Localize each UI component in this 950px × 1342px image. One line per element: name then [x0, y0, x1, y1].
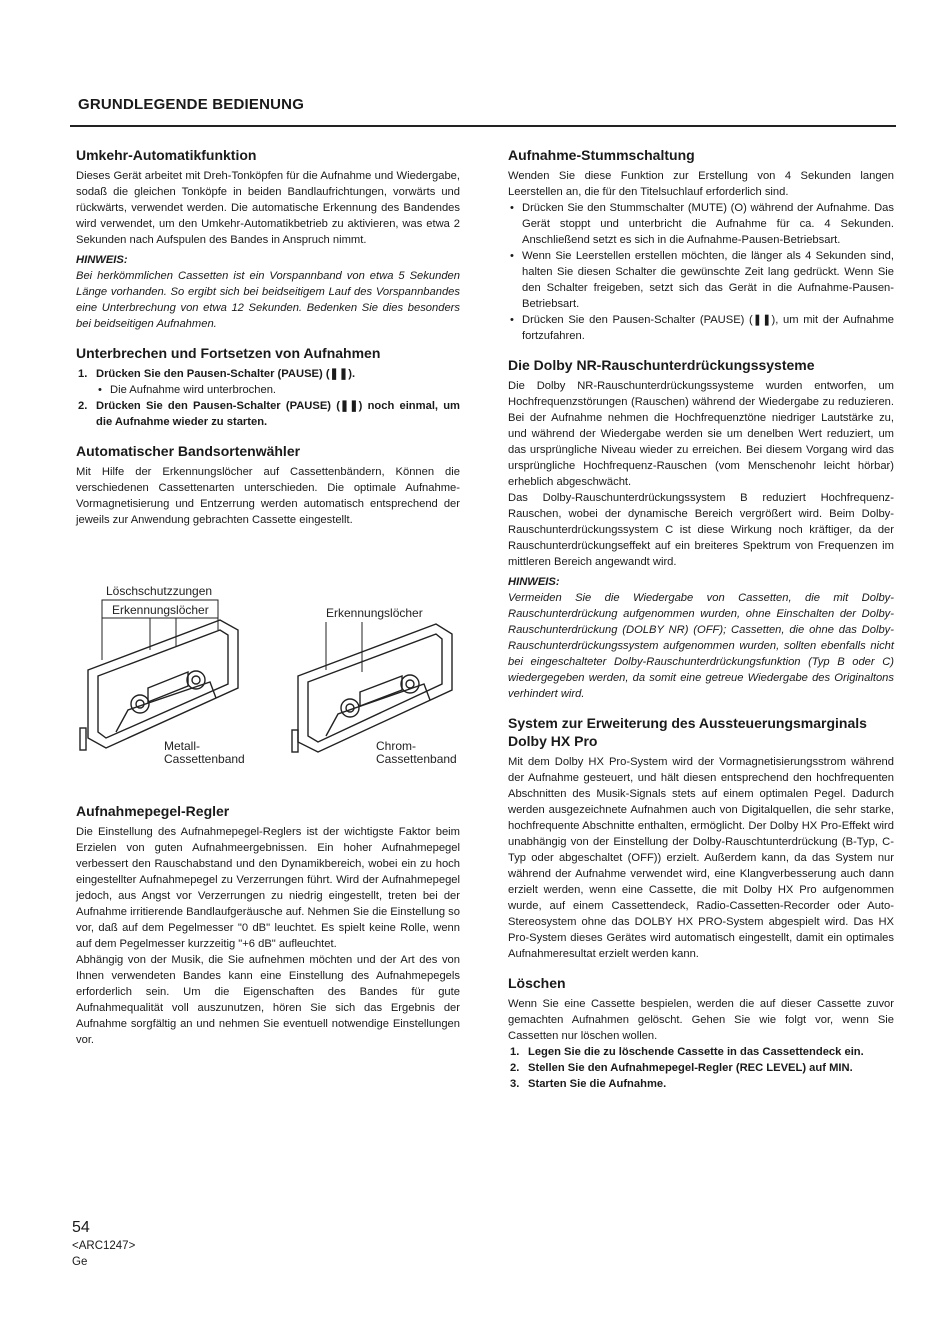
note-heading-dolby: HINWEIS:	[508, 576, 560, 588]
mute-bullet-3: • Drücken Sie den Pausen-Schalter (PAUSE) (❚❚), um mit der Aufnahme fortzufahren.	[522, 312, 894, 344]
language-code: Ge	[72, 1256, 88, 1268]
metal-cassette-drawing	[80, 620, 238, 750]
section-title-pause: Unterbrechen und Fortsetzen von Aufnahmen	[76, 345, 381, 361]
erase-steps	[508, 1044, 894, 1092]
fig-chrome-2: Cassettenband	[376, 752, 457, 766]
fig-label-protect: Löschschutzzungen	[106, 584, 213, 598]
mute-bullets	[508, 200, 894, 344]
mute-bullet-1: • Drücken Sie den Stummschalter (MUTE) (O) während der Aufnahme. Das Gerät stoppt und unterbricht die Aufnahme für ca. 4 Sekunden. Anschließend setzt es sich in die Aufnahme-Pausen-Betriebsart.	[522, 200, 894, 248]
document-code: <ARC1247>	[72, 1240, 136, 1252]
pause-steps	[76, 366, 460, 430]
mute-bullet-2: • Wenn Sie Leerstellen erstellen möchten, die länger als 4 Sekunden sind, halten Sie diesen Schalter die gewünschte Zeit lang gedrückt. Wenn Sie den Schalter freigeben, setzt sich das Gerät in die Aufnahme-Pausen-Betriebsart.	[522, 248, 894, 312]
section-text-rec-level-2: Abhängig von der Musik, die Sie aufnehmen möchten und der Art des von Ihnen verwendeten Bandes kann eine Einstellung des Aufnahmepegels erforderlich sein. Um die Eigenschaften des Bandes für gute Aufnahmequalität voll auszunutzen, hören Sie sich das Ergebnis der Aufnahme sorgfältig an und nehmen Sie eventuell notwendige Einstellungen vor.	[76, 954, 460, 1046]
section-text-tape-selector: Mit Hilfe der Erkennungslöcher auf Cassettenbändern, Können die verschiedenen Cassettenarten unterschieden. Die optimale Aufnahme-Vormagnetisierung und Entzerrung werden automatisch entsprechend der jeweils zur Anwendung gebrachten Cassette eingestellt.	[76, 466, 460, 526]
section-title-rec-level: Aufnahmepegel-Regler	[76, 803, 230, 819]
note-heading: HINWEIS:	[76, 254, 128, 266]
section-title-tape-selector: Automatischer Bandsortenwähler	[76, 443, 301, 459]
section-title-reverse: Umkehr-Automatikfunktion	[76, 147, 257, 163]
fig-leader-lines-1	[102, 618, 218, 660]
pause-step-1	[78, 366, 460, 398]
erase-step-1	[510, 1044, 894, 1060]
fig-metal-1: Metall-	[164, 739, 201, 753]
left-column	[76, 146, 460, 528]
note-text-dolby: Vermeiden Sie die Wiedergabe von Cassetten, die mit Dolby-Rauschunterdrückung aufgenommen wurden, ohne Einschalten der Dolby-Rauschunterdrückung (DOLBY NR) (OFF); Cassetten, die ohne das Dolby-Rauschunterdrückungssystem aufgenommen wurden, sollten ebenfalls nicht bei eingeschalteter Dolby-Rauschunterdrückungsfunktion (Typ B oder C) wiedergegeben werden, da somit eine getreue Wiedergabe des Originaltons verhindert wird.	[508, 592, 894, 700]
page-footer	[72, 1218, 135, 1270]
left-column-lower	[76, 802, 460, 1048]
section-text-erase: Wenn Sie eine Cassette bespielen, werden die auf dieser Cassette zuvor gemachten Aufnahmen gelöscht. Gehen Sie wie folgt vor, wenn Sie Cassetten nur löschen wollen.	[508, 998, 894, 1042]
section-text-rec-level-1: Die Einstellung des Aufnahmepegel-Reglers ist der wichtigste Faktor beim Erzielen von guten Aufnahmeergebnissen. Ein hoher Aufnahmepegel verbessert den Rauschabstand und den Dynamikbereich, wobei ein zu hoch eingestellter Aufnahmepegel zu Verzerrungen führt. Wird der Aufnahmepegel jedoch, aus Angst vor Verzerrungen zu niedrig eingestellt, treten bei der Aufnahme irritierende Bandlaufgeräusche auf. Nehmen Sie die Einstellung so vor, daß auf dem Pegelmesser "0 dB" leuchtet. Es spielt keine Rolle, wenn auf dem Pegelmesser kurzzeitig "+6 dB" aufleuchtet.	[76, 826, 460, 950]
section-title-hx-pro: System zur Erweiterung des Aussteuerungsmarginals Dolby HX Pro	[508, 715, 867, 749]
section-text-hx-pro: Mit dem Dolby HX Pro-System wird der Vormagnetisierungsstrom während der Aufnahme gesteuert, und hält diesen entsprechend den hochfrequenten Abschnitten des Musik-Signals stets auf einem optimalen Pegel. Dadurch werden ausgezeichnete Aufnahmen auch von Digitalquellen, die sehr starke, hochfrequente Abschnitte enthalten, ermöglicht. Der Dolby HX Pro-Effekt wird unabhängig von der Einstellung der Dolby-Rauschtunterdrückung (B-Typ, C-Typ oder abgeschaltet (OFF)) erzielt. Außerdem kann, da das System nur während der Aufnahme verwendet wird, eine Klangverbesserung auch dann erzielt werden, wenn eine Cassette, die mit Dolby HX Pro aufgenommen wurde, auf einem Cassettendeck, Radio-Cassetten-Recorder oder Auto-Stereosystem ohne das DOLBY HX PRO-System abgespielt wird. Das HX Pro-System dieses Gerätes wird automatisch eingestellt, damit ein optimales Aufnahmeresultat erzielt werden kann.	[508, 756, 894, 960]
section-text-reverse: Dieses Gerät arbeitet mit Dreh-Tonköpfen für die Aufnahme und Wiedergabe, sodaß die gleichen Tonköpfe in beiden Bandlaufrichtungen, vorwärts und rückwärts, verwendet werden. Die automatische Erkennung des Bandendes wird verwendet, um den Umkehr-Automatikbetrieb zu aktivieren, was etwa 2 Sekunden nach Aufspulen des Bandes in Anspruch nimmt.	[76, 170, 460, 246]
fig-chrome-1: Chrom-	[376, 739, 417, 753]
step-number: 2.	[78, 400, 88, 412]
step-number: 2.	[510, 1062, 520, 1074]
step-text: Legen Sie die zu löschende Cassette in das Cassettendeck ein.	[528, 1046, 864, 1058]
section-text-dolby-nr-1: Die Dolby NR-Rauschunterdrückungssysteme wurden entworfen, um Hochfrequenzstörungen (Rauschen) während der Wiedergabe zu reduzieren. Bei der Aufnahme nehmen die Hochfrequenztöne niedriger Lautstärke zu, und während der Wiedergabe werden sie um denelben Wert reduziert, um das ursprüngliche Niveau wieder zu erreichen. Bei diesem Vorgang wird das ursprüngliche Hochfrequenz-Rauschen (vom Menschenohr leicht hörbar) erheblich abgeschwächt.	[508, 380, 894, 488]
page-header-title: GRUNDLEGENDE BEDIENUNG	[78, 96, 305, 113]
section-text-dolby-nr-2: Das Dolby-Rauschunterdrückungssystem B reduziert Hochfrequenz-Rauschen, wobei der dynamische Bereich vergrößert wird. Beim Dolby-Rauschunterdrückungssystem C ist diese Wirkung noch kräftiger, da der Rauschunterdrückungseffekt auf ein breiteres Spektrum von Frequenzen im mittleren Bereich angewandt wird.	[508, 492, 894, 568]
step-number: 3.	[510, 1078, 520, 1090]
section-title-erase: Löschen	[508, 975, 566, 991]
fig-metal-2: Cassettenband	[164, 752, 245, 766]
step-sub: • Die Aufnahme wird unterbrochen.	[96, 382, 460, 398]
section-text-mute: Wenden Sie diese Funktion zur Erstellung von 4 Sekunden langen Leerstellen an, die für den Titelsuchlauf erforderlich sind.	[508, 170, 894, 198]
page-number: 54	[72, 1219, 90, 1236]
erase-step-2	[510, 1060, 894, 1076]
cassette-figure	[70, 580, 470, 780]
right-column	[508, 146, 894, 1092]
fig-label-holes-2: Erkennungslöcher	[326, 606, 423, 620]
step-number: 1.	[78, 368, 88, 380]
chrome-cassette-drawing	[292, 624, 452, 752]
erase-step-3	[510, 1076, 894, 1092]
section-title-dolby-nr: Die Dolby NR-Rauschunterdrückungssysteme	[508, 357, 815, 373]
step-number: 1.	[510, 1046, 520, 1058]
section-title-mute: Aufnahme-Stummschaltung	[508, 147, 695, 163]
step-text: Stellen Sie den Aufnahmepegel-Regler (REC LEVEL) auf MIN.	[528, 1062, 853, 1074]
step-text: Drücken Sie den Pausen-Schalter (PAUSE) (❚❚) noch einmal, um die Aufnahme wieder zu starten.	[96, 400, 460, 428]
fig-label-holes-1: Erkennungslöcher	[112, 603, 209, 617]
header-rule	[70, 125, 896, 127]
step-text: Drücken Sie den Pausen-Schalter (PAUSE) (❚❚).	[96, 368, 356, 380]
step-text: Starten Sie die Aufnahme.	[528, 1078, 667, 1090]
note-text: Bei herkömmlichen Cassetten ist ein Vorspannband von etwa 5 Sekunden Länge vorhanden. So ergibt sich bei beidseitigem Lauf des Vorspannbandes eine Unterbrechung von etwa 12 Sekunden. Bedenken Sie dies besonders bei beidseitigen Aufnahmen.	[76, 270, 460, 330]
pause-step-2	[78, 398, 460, 430]
